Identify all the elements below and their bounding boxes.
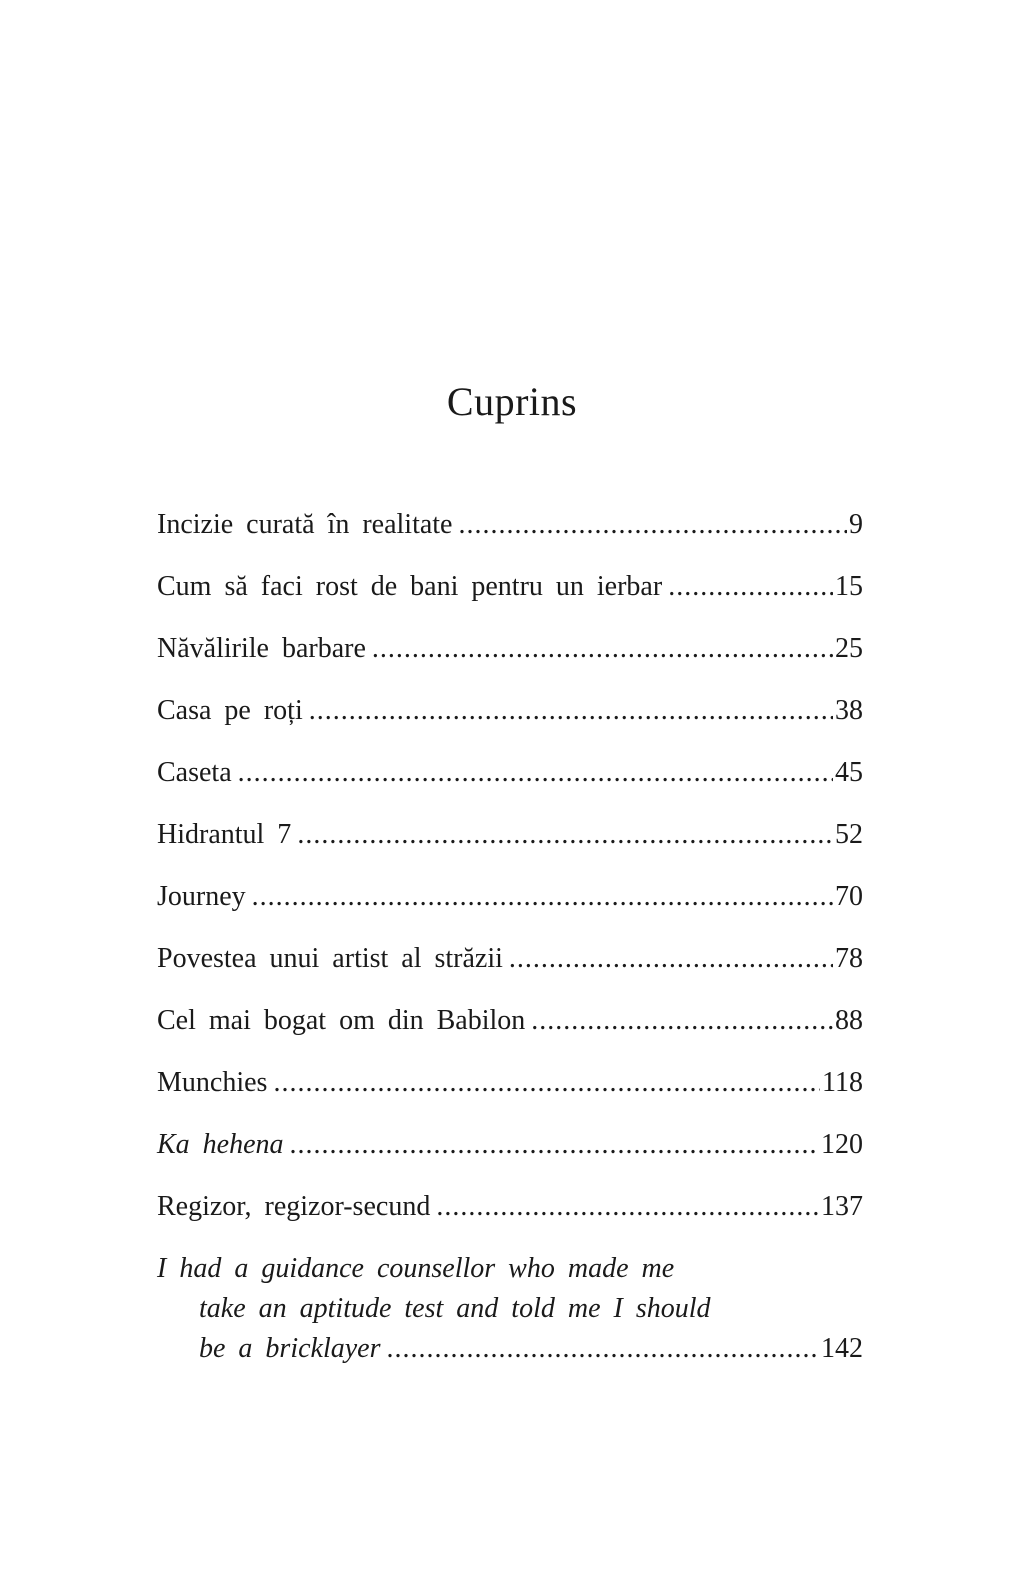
toc-page-number: 52 (835, 819, 863, 850)
toc-entry-label: Năvălirile barbare (157, 633, 366, 664)
toc-entry-multiline (157, 1249, 863, 1369)
page-title: Cuprins (446, 379, 578, 424)
toc-entry (157, 691, 863, 731)
toc-page-number: 137 (821, 1191, 863, 1222)
toc-leader-dots (238, 753, 833, 793)
toc-leader-dots (290, 1125, 819, 1165)
toc-page-number: 45 (835, 757, 863, 788)
toc-page-number: 118 (822, 1067, 863, 1098)
toc-entry-label: Regizor, regizor-secund (157, 1191, 431, 1222)
toc-entry-label-line: take an aptitude test and told me I should (199, 1293, 711, 1324)
toc-leader-dots (458, 505, 847, 545)
toc-entry-label-line: be a bricklayer (199, 1333, 381, 1364)
toc-page-number: 9 (849, 509, 863, 540)
toc-page-number: 142 (821, 1333, 863, 1364)
toc-leader-dots (372, 629, 833, 669)
toc-leader-dots (509, 939, 833, 979)
toc-entry-last-line (157, 1329, 863, 1369)
toc-leader-dots (309, 691, 833, 731)
toc-entry (157, 1063, 863, 1103)
toc-entry-label: Munchies (157, 1067, 268, 1098)
toc-entry-label: Casa pe roți (157, 695, 303, 726)
toc-entry-label: Caseta (157, 757, 232, 788)
toc-entry (157, 877, 863, 917)
toc-entry-label: Cum să faci rost de bani pentru un ierbar (157, 571, 663, 602)
toc-leader-dots (531, 1001, 833, 1041)
toc-entry-label: Incizie curată în realitate (157, 509, 453, 540)
table-of-contents (157, 505, 863, 1369)
toc-leader-dots (297, 815, 833, 855)
toc-entry (157, 815, 863, 855)
toc-entry (157, 505, 863, 545)
toc-entry-label: Hidrantul 7 (157, 819, 292, 850)
toc-page-number: 38 (835, 695, 863, 726)
toc-page-number: 88 (835, 1005, 863, 1036)
toc-page-number: 78 (835, 943, 863, 974)
toc-leader-dots (273, 1063, 820, 1103)
toc-leader-dots (252, 877, 833, 917)
toc-entry-label: Journey (157, 881, 246, 912)
toc-entry-label: Ka hehena (157, 1129, 284, 1160)
toc-page-number: 15 (835, 571, 863, 602)
toc-entry (157, 567, 863, 607)
toc-leader-dots (436, 1187, 819, 1227)
toc-leader-dots (387, 1329, 820, 1369)
toc-entry (157, 753, 863, 793)
toc-page-number: 70 (835, 881, 863, 912)
toc-entry (157, 939, 863, 979)
toc-entry (157, 1187, 863, 1227)
toc-entry-label: Povestea unui artist al străzii (157, 943, 503, 974)
toc-entry-label: Cel mai bogat om din Babilon (157, 1005, 526, 1036)
toc-entry (157, 1125, 863, 1165)
toc-entry-label-line: I had a guidance counsellor who made me (157, 1253, 675, 1284)
toc-entry (157, 1001, 863, 1041)
toc-leader-dots (668, 567, 833, 607)
toc-entry (157, 629, 863, 669)
toc-page-number: 120 (821, 1129, 863, 1160)
toc-page-number: 25 (835, 633, 863, 664)
